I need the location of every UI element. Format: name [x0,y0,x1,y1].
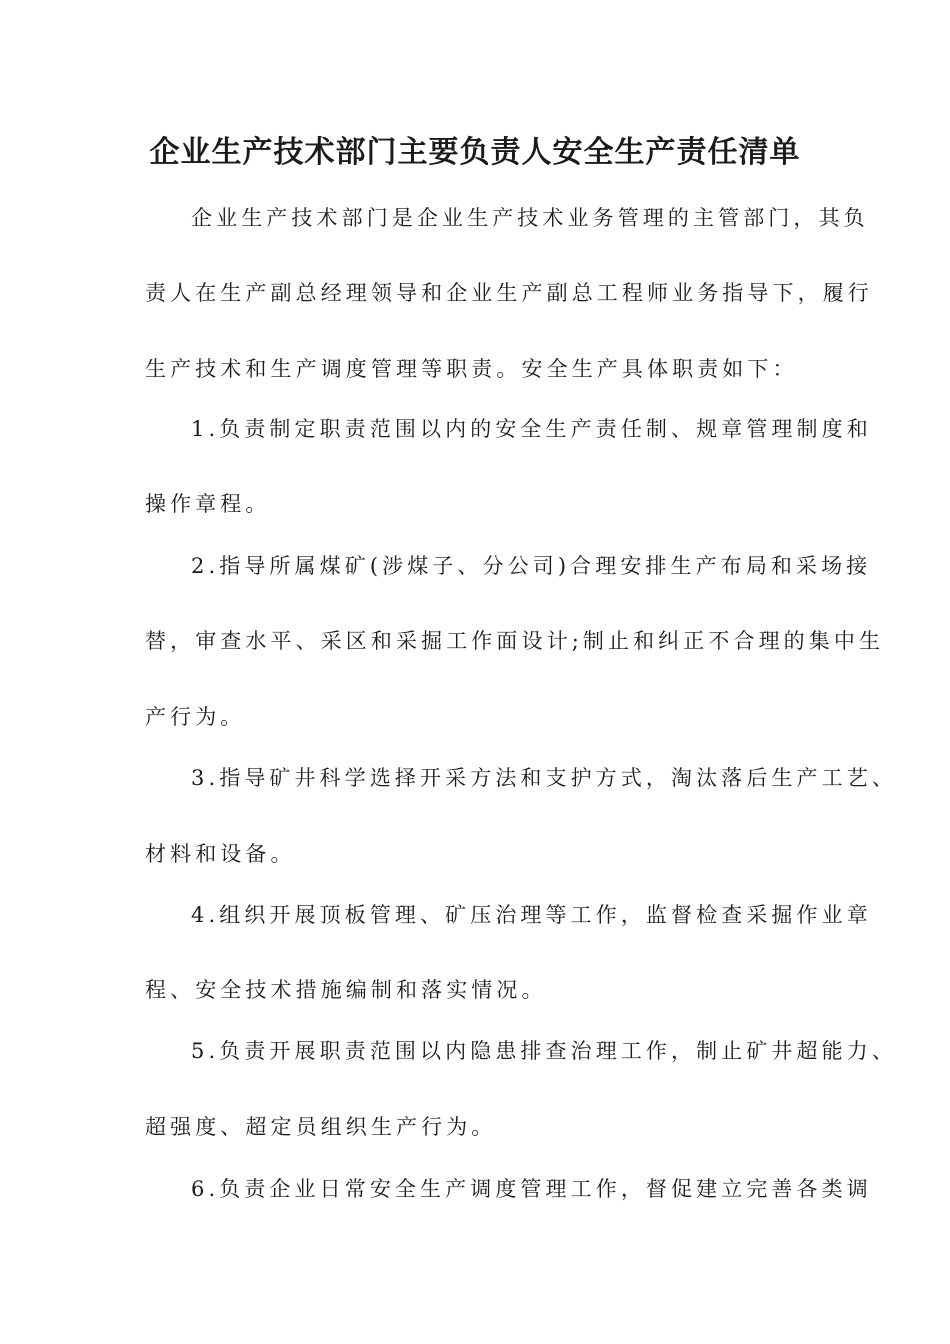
item-6-line-1: 6.负责企业日常安全生产调度管理工作，督促建立完善各类调 [191,1177,872,1201]
intro-line-1: 企业生产技术部门是企业生产技术业务管理的主管部门，其负 [191,206,869,230]
item-3-line-1: 3.指导矿井科学选择开采方法和支护方式，淘汰落后生产工艺、 [191,766,897,790]
item-2-line-1: 2.指导所属煤矿(涉煤子、分公司)合理安排生产布局和采场接 [191,554,872,578]
item-2-line-3: 产行为。 [145,705,246,729]
intro-line-3: 生产技术和生产调度管理等职责。安全生产具体职责如下： [145,357,798,381]
intro-line-2: 责人在生产副总经理领导和企业生产副总工程师业务指导下，履行 [145,281,873,305]
document-title: 企业生产技术部门主要负责人安全生产责任清单 [149,135,801,170]
item-4-line-1: 4.组织开展顶板管理、矿压治理等工作，监督检查采掘作业章 [191,903,872,927]
item-2-line-2: 替，审查水平、采区和采掘工作面设计;制止和纠正不合理的集中生 [145,629,885,653]
item-5-line-1: 5.负责开展职责范围以内隐患排查治理工作，制止矿井超能力、 [191,1039,897,1063]
item-3-line-2: 材料和设备。 [145,842,296,866]
item-5-line-2: 超强度、超定员组织生产行为。 [145,1115,497,1139]
item-1-line-2: 操作章程。 [145,492,271,516]
item-1-line-1: 1.负责制定职责范围以内的安全生产责任制、规章管理制度和 [191,417,872,441]
item-4-line-2: 程、安全技术措施编制和落实情况。 [145,978,547,1002]
